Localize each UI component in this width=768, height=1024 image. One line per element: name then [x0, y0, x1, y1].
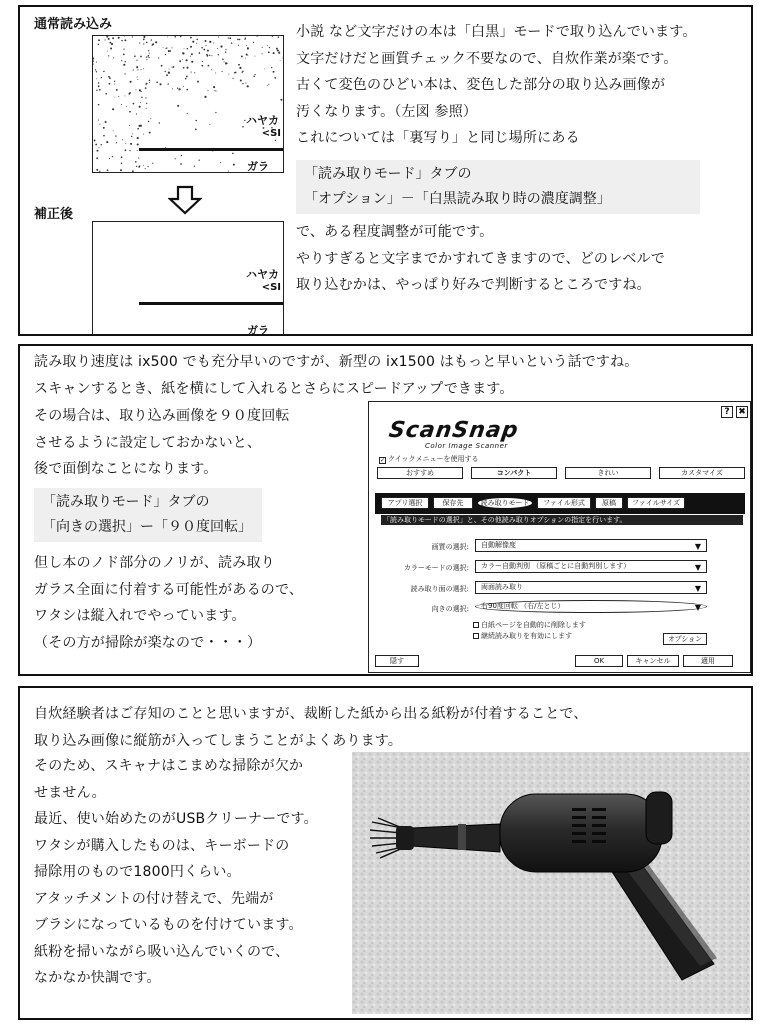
scan-image-before — [92, 35, 284, 173]
option-label: 継続読み取りを有効にします — [481, 632, 572, 640]
scan-rule-line — [139, 148, 284, 151]
text-line: せません。 — [34, 784, 106, 801]
label-normal-scan: 通常読み込み — [34, 17, 113, 32]
text-line: ワタシは縦入れでやっています。 — [34, 608, 246, 624]
tab-scan-mode[interactable]: 読み取りモード — [477, 497, 533, 509]
tab-paper[interactable]: 原稿 — [595, 497, 623, 509]
cleaner-nozzle-back — [646, 792, 672, 844]
text-line: 後で面倒なことになります。 — [34, 461, 218, 477]
tab-file-size[interactable]: ファイルサイズ — [627, 497, 685, 509]
checkbox-icon — [473, 622, 479, 628]
down-arrow-icon — [168, 185, 202, 215]
ok-button[interactable]: OK — [575, 655, 623, 667]
dropdown-arrow-icon: ▼ — [694, 563, 701, 572]
scan-image-after — [92, 221, 284, 336]
text-line: ブラシになっているものを付けています。 — [34, 917, 303, 933]
text-line: 汚くなります。（左図 参照） — [296, 103, 478, 120]
color-mode-select[interactable] — [475, 560, 707, 573]
text-line: 取り込むかは、やっぱり好みで判断するところですね。 — [296, 277, 651, 293]
color-mode-label: カラーモードの選択: — [403, 564, 469, 572]
rotation-select[interactable] — [475, 600, 707, 613]
image-quality-label: 画質の選択: — [431, 543, 469, 551]
tab-description: 「読み取りモードの選択」と、その他読み取りオプションの指定を行います。 — [381, 515, 743, 525]
scan-gara: ガラ — [247, 160, 269, 173]
text-line: で、ある程度調整が可能です。 — [296, 224, 494, 240]
text-line: アタッチメントの付け替えで、先端が — [34, 890, 274, 907]
text-line: なかなか快調です。 — [34, 970, 161, 986]
quick-menu-checkbox[interactable] — [379, 454, 478, 464]
preset-fine-button[interactable]: きれい — [565, 467, 651, 479]
checkbox-icon — [473, 633, 479, 639]
image-quality-select[interactable] — [475, 539, 707, 552]
text-line: やりすぎると文字までかすれてきますので、どのレベルで — [296, 250, 665, 267]
preset-recommended-button[interactable]: おすすめ — [377, 467, 463, 479]
paragraph-vertical-feed — [34, 550, 303, 656]
quick-menu-label: クイックメニューを使用する — [388, 455, 479, 463]
usb-cleaner-photo — [352, 752, 750, 1014]
scan-side-select[interactable] — [475, 581, 707, 594]
paragraph-rotation — [34, 403, 290, 483]
dropdown-arrow-icon: ▼ — [694, 542, 701, 551]
scan-sl: <SI — [261, 282, 281, 293]
option-continuous-scan[interactable] — [473, 631, 572, 641]
scan-katakana: ハヤカ — [246, 268, 279, 281]
scan-katakana: ハヤカ — [246, 114, 279, 127]
text-line: 読み取り速度は ix500 でも充分早いのですが、新型の ix1500 はもっと早いという話ですね。 — [34, 354, 639, 370]
options-button[interactable]: オプション — [663, 633, 707, 645]
tab-save-location[interactable]: 保存先 — [433, 497, 473, 509]
text-line: そのため、スキャナはこまめな掃除が欠か — [34, 758, 304, 774]
select-value: 自動解像度 — [481, 541, 516, 549]
paragraph-white-mode-b — [296, 219, 665, 299]
rotation-label: 向きの選択: — [431, 605, 469, 613]
preset-customize-button[interactable]: カスタマイズ — [659, 467, 745, 479]
text-line: その場合は、取り込み画像を９０度回転 — [34, 408, 290, 424]
text-line: させるように設定しておかないと、 — [34, 434, 262, 451]
dropdown-arrow-icon: ▼ — [694, 584, 701, 593]
scan-side-label: 読み取り面の選択: — [410, 585, 469, 593]
text-line: 取り込み画像に縦筋が入ってしまうことがよくあります。 — [34, 732, 403, 749]
text-line: 小説 など文字だけの本は「白黒」モードで取り込んでいます。 — [296, 24, 697, 40]
text-line: 掃除用のもので1800円くらい。 — [34, 864, 241, 880]
text-line: 但し本のノド部分のノリが、読み取り — [34, 555, 275, 571]
paragraph-white-mode-a — [296, 19, 697, 152]
note-line: 「向きの選択」ー「９０度回転」 — [42, 519, 252, 535]
paragraph-speed-intro — [34, 349, 639, 402]
text-line: 紙粉を掃いながら吸い込んでいくので、 — [34, 943, 290, 960]
dropdown-arrow-icon: ▼ — [694, 603, 701, 612]
panel-usb-cleaner — [18, 686, 753, 1020]
preset-compact-button[interactable]: コンパクト — [471, 467, 557, 479]
note-rotation-setting — [34, 488, 262, 542]
help-icon[interactable]: ? — [721, 406, 733, 418]
note-line: 「読み取りモード」タブの — [304, 166, 472, 182]
note-line: 「読み取りモード」タブの — [42, 494, 210, 510]
text-line: これについては「裏写り」と同じ場所にある — [296, 130, 580, 146]
checkbox-checked-icon: ✓ — [380, 457, 386, 464]
scan-rule-line — [139, 302, 284, 305]
cancel-button[interactable]: キャンセル — [627, 655, 679, 667]
text-line: 自炊経験者はご存知のことと思いますが、裁断した紙から出る紙粉が付着することで、 — [34, 706, 588, 722]
discoloration-speckle — [93, 36, 284, 173]
text-line: ガラス全面に付着する可能性があるので、 — [34, 581, 304, 598]
panel-scan-speed — [18, 344, 753, 676]
paragraph-paper-dust — [34, 701, 588, 754]
scansnap-logo: ScanSnap — [387, 418, 521, 443]
text-line: 文字だけだと画質チェック不要なので、自炊作業が楽です。 — [296, 50, 678, 67]
text-line: スキャンするとき、紙を横にして入れるとさらにスピードアップできます。 — [34, 380, 514, 397]
apply-button[interactable]: 適用 — [683, 655, 733, 667]
panel-white-mode — [18, 5, 753, 336]
scan-gara: ガラ — [247, 324, 269, 336]
scansnap-logo-subtitle: Color Image Scanner — [425, 442, 508, 450]
scansnap-settings-dialog — [368, 401, 751, 673]
text-line: （その方が掃除が楽なので・・・） — [34, 634, 262, 651]
note-line: 「オプション」－「白黒読み取り時の濃度調整」 — [304, 191, 611, 207]
option-label: 白紙ページを自動的に削除します — [481, 621, 586, 629]
hide-button[interactable]: 隠す — [375, 655, 419, 667]
text-line: ワタシが購入したものは、キーボードの — [34, 837, 290, 854]
tab-app-select[interactable]: アプリ選択 — [381, 497, 429, 509]
note-density-setting — [296, 160, 700, 214]
select-value: 両面読み取り — [481, 583, 523, 591]
text-line: 古くて変色のひどい本は、変色した部分の取り込み画像が — [296, 77, 666, 93]
select-value: 右90度回転 （右/左とじ） — [481, 602, 565, 610]
close-icon[interactable]: ✖ — [736, 406, 748, 418]
text-line: 最近、使い始めたのがUSBクリーナーです。 — [34, 811, 318, 827]
select-value: カラー自動判別 （原稿ごとに自動判別します） — [481, 562, 631, 570]
option-remove-blank[interactable] — [473, 620, 586, 630]
label-corrected: 補正後 — [34, 207, 74, 222]
scan-sl: <SI — [261, 128, 281, 139]
tab-file-format[interactable]: ファイル形式 — [537, 497, 591, 509]
paragraph-cleaner — [34, 753, 318, 992]
